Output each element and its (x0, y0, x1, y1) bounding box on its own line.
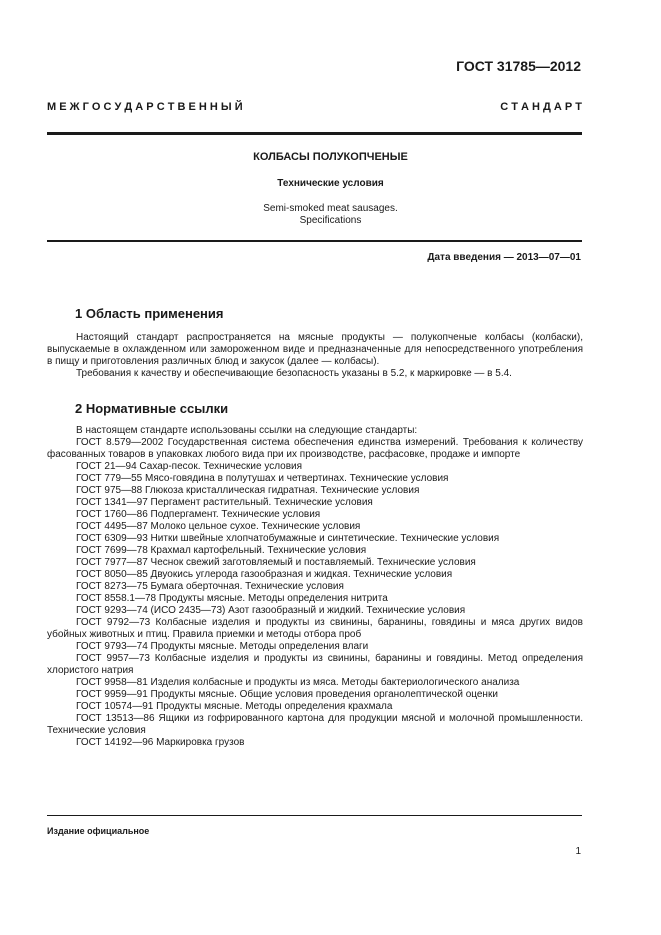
references-list (47, 425, 583, 749)
reference-item: ГОСТ 8.579—2002 Государственная система обеспечения единства измерений. Требования к количеству фасованных товаров в упаковках любого вида при их производстве, расфасовке, продаже и импорте (47, 437, 583, 460)
standard-banner (47, 101, 582, 113)
footer-rule (47, 815, 582, 816)
official-edition-label: Издание официальное (47, 826, 150, 836)
banner-right: С Т А Н Д А Р Т (500, 101, 582, 113)
reference-item: ГОСТ 9293—74 (ИСО 2435—73) Азот газообразный и жидкий. Технические условия (76, 605, 466, 616)
references-intro: В настоящем стандарте использованы ссылки на следующие стандарты: (76, 425, 418, 436)
reference-item: ГОСТ 9958—81 Изделия колбасные и продукты из мяса. Методы бактериологического анализа (76, 677, 520, 688)
reference-item: ГОСТ 6309—93 Нитки швейные хлопчатобумажные и синтетические. Технические условия (76, 533, 500, 544)
section-1-paragraph-1: Настоящий стандарт распространяется на мясные продукты — полукопченые колбасы (колбаски), выпускаемые в охлажденном или замороженном виде и предназначенные для непосредственного употребления в пищу и приготовления различных блюд и закусок (далее — колбасы). (47, 332, 583, 367)
section-1-heading: 1 Область применения (75, 306, 224, 321)
document-title: КОЛБАСЫ ПОЛУКОПЧЕНЫЕ (253, 151, 408, 163)
page-number: 1 (575, 846, 581, 857)
reference-item: ГОСТ 1760—86 Подпергамент. Технические условия (76, 509, 321, 520)
reference-item: ГОСТ 14192—96 Маркировка грузов (76, 737, 245, 748)
reference-item: ГОСТ 975—88 Глюкоза кристаллическая гидратная. Технические условия (76, 485, 420, 496)
section-1-body (47, 332, 583, 380)
title-rule (47, 240, 582, 242)
reference-item: ГОСТ 9959—91 Продукты мясные. Общие условия проведения органолептической оценки (76, 689, 498, 700)
reference-item: ГОСТ 8558.1—78 Продукты мясные. Методы определения нитрита (76, 593, 388, 604)
document-code: ГОСТ 31785—2012 (456, 58, 581, 74)
reference-item: ГОСТ 9792—73 Колбасные изделия и продукты из свинины, баранины, говядины и мяса других видов убойных животных и птиц. Правила приемки и методы отбора проб (47, 617, 583, 640)
section-1-paragraph-2: Требования к качеству и обеспечивающие безопасность указаны в 5.2, к маркировке — в 5.4. (76, 368, 512, 379)
english-title-line-2: Specifications (299, 215, 362, 226)
reference-item: ГОСТ 8273—75 Бумага оберточная. Технические условия (76, 581, 344, 592)
reference-item: ГОСТ 13513—86 Ящики из гофрированного картона для продукции мясной и молочной промышленности. Технические условия (47, 713, 583, 736)
introduction-date: Дата введения — 2013—07—01 (427, 252, 581, 263)
reference-item: ГОСТ 10574—91 Продукты мясные. Методы определения крахмала (76, 701, 393, 712)
english-title (0, 203, 661, 227)
reference-item: ГОСТ 21—94 Сахар-песок. Технические условия (76, 461, 303, 472)
english-title-line-1: Semi-smoked meat sausages. (263, 203, 398, 214)
reference-item: ГОСТ 9957—73 Колбасные изделия и продукты из свинины, баранины и говядины. Метод определения хлористого натрия (47, 653, 583, 676)
reference-item: ГОСТ 7699—78 Крахмал картофельный. Технические условия (76, 545, 367, 556)
reference-item: ГОСТ 4495—87 Молоко цельное сухое. Технические условия (76, 521, 361, 532)
section-2-heading: 2 Нормативные ссылки (75, 401, 229, 416)
reference-item: ГОСТ 779—55 Мясо-говядина в полутушах и четвертинах. Технические условия (76, 473, 449, 484)
reference-item: ГОСТ 8050—85 Двуокись углерода газообразная и жидкая. Технические условия (76, 569, 453, 580)
banner-left: М Е Ж Г О С У Д А Р С Т В Е Н Н Ы Й (47, 101, 243, 113)
document-subtitle: Технические условия (277, 178, 384, 189)
reference-item: ГОСТ 9793—74 Продукты мясные. Методы определения влаги (76, 641, 369, 652)
reference-item: ГОСТ 1341—97 Пергамент растительный. Технические условия (76, 497, 373, 508)
top-rule (47, 132, 582, 135)
reference-item: ГОСТ 7977—87 Чеснок свежий заготовляемый и поставляемый. Технические условия (76, 557, 476, 568)
